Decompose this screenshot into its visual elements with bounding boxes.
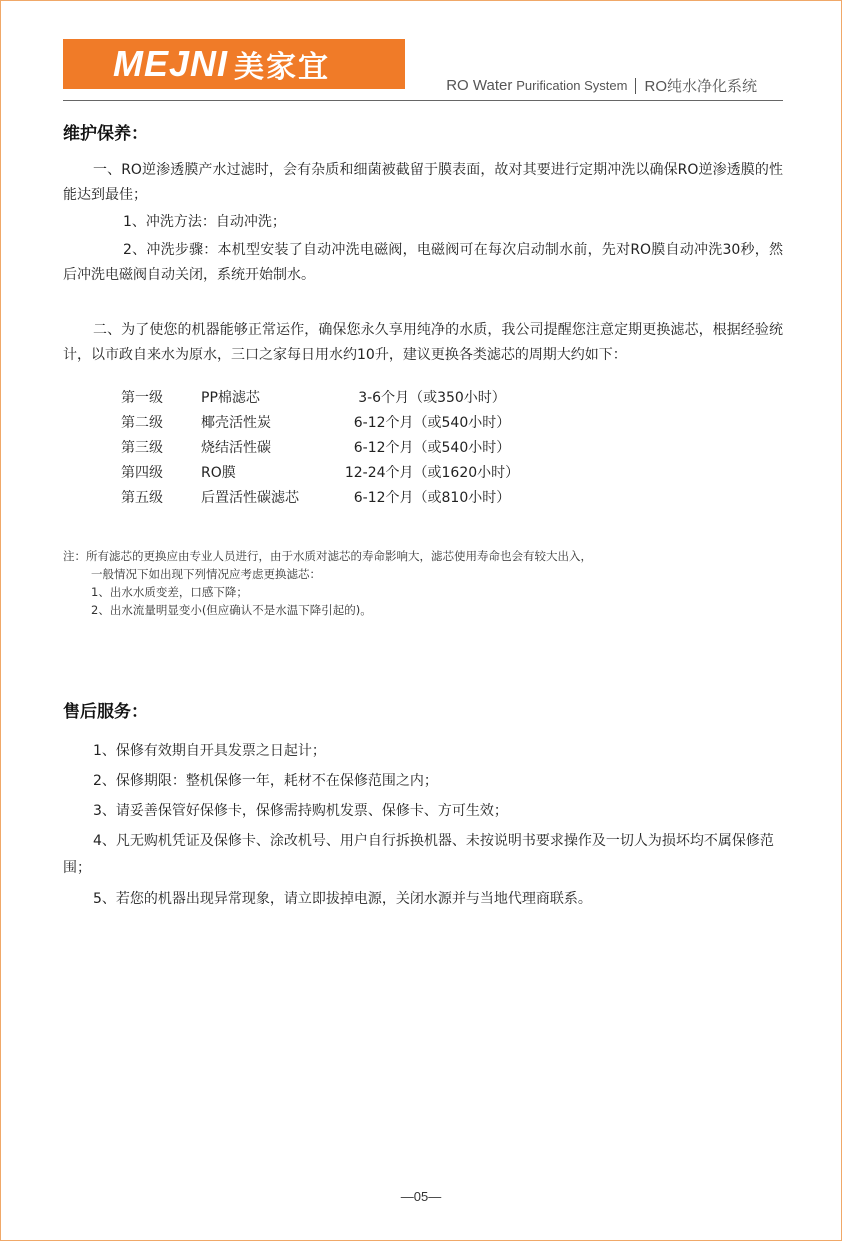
filter-period: 6-12个月（或540小时）	[353, 414, 511, 431]
filter-name: PP棉滤芯	[201, 389, 260, 406]
header-divider	[63, 100, 783, 101]
note-line-4: 2、出水流量明显变小(但应确认不是水温下降引起的)。	[91, 603, 372, 617]
filter-replacement-table	[121, 384, 525, 509]
flush-steps: 2、冲洗步骤：本机型安装了自动冲洗电磁阀，电磁阀可在每次启动制水前，先对RO膜自动冲洗30秒，然后冲洗电磁阀自动关闭，系统开始制水。	[63, 242, 783, 283]
filter-name: 后置活性碳滤芯	[201, 489, 299, 506]
subtitle-en-main: RO Water	[446, 77, 513, 94]
table-row	[121, 409, 525, 434]
logo-chinese-text: 美家宜	[234, 50, 331, 85]
note-line-3: 1、出水水质变差，口感下降；	[91, 585, 248, 599]
table-row	[121, 459, 525, 484]
page-content	[63, 119, 783, 914]
filter-level: 第五级	[121, 489, 163, 506]
service-item: 1、保修有效期自开具发票之日起计；	[93, 743, 326, 759]
table-row	[121, 484, 525, 509]
service-item: 3、请妥善保管好保修卡，保修需持购机发票、保修卡、方可生效；	[93, 803, 508, 819]
maintenance-paragraph-2: 二、为了使您的机器能够正常运作，确保您永久享用纯净的水质，我公司提醒您注意定期更换滤芯，根据经验统计，以市政自来水为原水，三口之家每日用水约10升，建议更换各类滤芯的周期大约如下：	[63, 322, 783, 363]
filter-name: 椰壳活性炭	[201, 414, 271, 431]
service-item: 4、凡无购机凭证及保修卡、涂改机号、用户自行拆换机器、未按说明书要求操作及一切人为损坏均不属保修范围；	[63, 833, 774, 876]
filter-level: 第四级	[121, 464, 163, 481]
filter-name: RO膜	[201, 464, 236, 481]
note-line-1: 注：所有滤芯的更换应由专业人员进行，由于水质对滤芯的寿命影响大，滤芯使用寿命也会有较大出入，	[63, 549, 592, 563]
filter-level: 第三级	[121, 439, 163, 456]
filter-period: 6-12个月（或810小时）	[353, 489, 511, 506]
subtitle-cn: RO纯水净化系统	[644, 78, 757, 95]
after-sales-title: 售后服务：	[63, 702, 148, 722]
logo-latin-text: MEJNI	[113, 43, 229, 84]
header-subtitle	[446, 75, 757, 96]
filter-level: 第一级	[121, 389, 163, 406]
flush-method: 1、冲洗方法：自动冲洗；	[123, 214, 286, 230]
subtitle-en-rest: Purification System	[516, 78, 628, 93]
filter-name: 烧结活性碳	[201, 439, 271, 456]
filter-period: 6-12个月（或540小时）	[353, 439, 511, 456]
filter-period: 3-6个月（或350小时）	[358, 389, 506, 406]
table-row	[121, 384, 525, 409]
header-separator	[635, 78, 636, 94]
brand-logo	[63, 39, 405, 89]
service-item: 5、若您的机器出现异常现象，请立即拔掉电源，关闭水源并与当地代理商联系。	[93, 891, 592, 907]
maintenance-title: 维护保养：	[63, 124, 148, 144]
filter-period: 12-24个月（或1620小时）	[344, 464, 520, 481]
table-row	[121, 434, 525, 459]
page-number: —05—	[400, 1189, 442, 1204]
note-line-2: 一般情况下如出现下列情况应考虑更换滤芯：	[91, 567, 321, 581]
maintenance-paragraph-1: 一、RO逆渗透膜产水过滤时，会有杂质和细菌被截留于膜表面，故对其要进行定期冲洗以确保RO逆渗透膜的性能达到最佳；	[63, 162, 783, 203]
filter-level: 第二级	[121, 414, 163, 431]
service-item: 2、保修期限：整机保修一年，耗材不在保修范围之内；	[93, 773, 438, 789]
